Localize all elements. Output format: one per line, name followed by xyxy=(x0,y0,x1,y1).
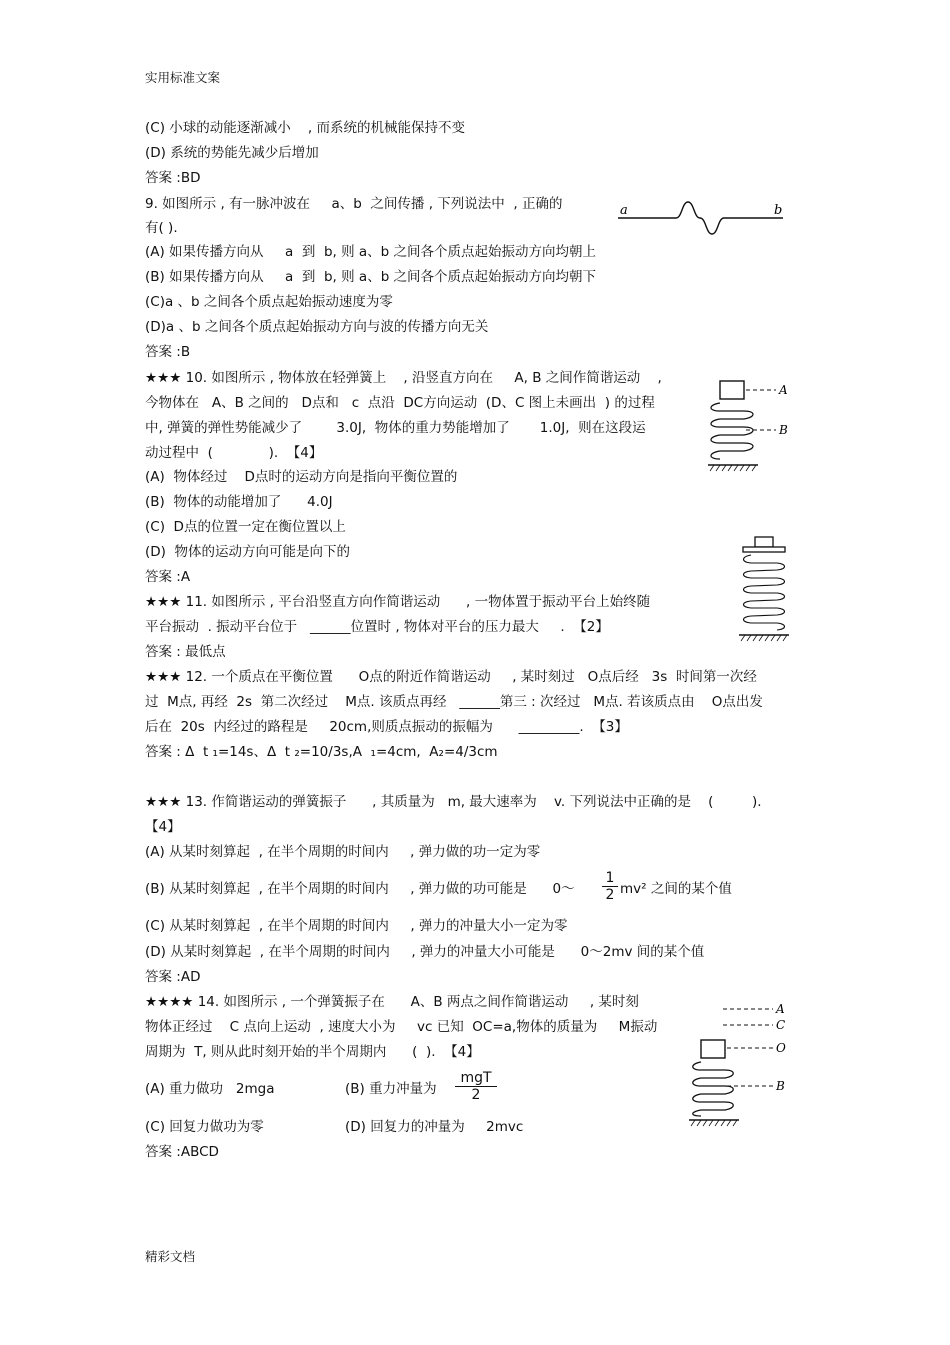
answer-line: 答案 :A xyxy=(145,569,191,585)
option-b: (B) 重力冲量为 xyxy=(345,1081,437,1097)
option-d: (D) 从某时刻算起 , 在半个周期的时间内 , 弹力的冲量大小可能是 0～2mv 间的某个值 xyxy=(145,944,705,960)
option-a: (A) 从某时刻算起 , 在半个周期的时间内 , 弹力做的功一定为零 xyxy=(145,844,541,860)
fraction xyxy=(602,870,618,903)
fraction-denominator: 2 xyxy=(605,887,615,903)
option-d: (D) 物体的运动方向可能是向下的 xyxy=(145,544,351,560)
label-A: A xyxy=(776,1002,785,1016)
question-12: ★★★ 12. 一个质点在平衡位置 O点的附近作简谐运动 , 某时刻过 O点后经 3s 时间第一次经 xyxy=(145,669,757,685)
pulse-wave-figure xyxy=(618,198,788,240)
answer-line: 答案 :ABCD xyxy=(145,1144,219,1160)
question-14: ★★★★ 14. 如图所示 , 一个弹簧振子在 A、B 两点之间作简谐运动 , 某时刻 xyxy=(145,994,639,1010)
option-d: (D) 回复力的冲量为 2mvc xyxy=(345,1119,524,1135)
text-line: 有( ). xyxy=(145,220,178,236)
option-a: (A) 重力做功 2mga xyxy=(145,1081,275,1097)
text-line: (D) 系统的势能先减少后增加 xyxy=(145,145,319,161)
answer-line: 答案 : 最低点 xyxy=(145,644,226,660)
fraction-denominator: 2 xyxy=(471,1087,481,1103)
label-C: C xyxy=(776,1018,786,1032)
option-c: (C)a 、b 之间各个质点起始振动速度为零 xyxy=(145,294,393,310)
answer-line: 答案 :BD xyxy=(145,170,201,186)
answer-line: 答案 :AD xyxy=(145,969,201,985)
label-a: a xyxy=(620,203,628,218)
text-line: 后在 20s 内经过的路程是 20cm,则质点振动的振幅为 _________. 【3】 xyxy=(145,719,628,735)
text-line: 物体正经过 C 点向上运动 , 速度大小为 vc 已知 OC=a,物体的质量为 M振动 xyxy=(145,1019,658,1035)
text-line: 动过程中 ( ). 【4】 xyxy=(145,445,323,461)
question-9: 9. 如图所示 , 有一脉冲波在 a、b 之间传播 , 下列说法中 , 正确的 xyxy=(145,196,563,212)
option-c: (C) 回复力做功为零 xyxy=(145,1119,264,1135)
question-11: ★★★ 11. 如图所示 , 平台沿竖直方向作简谐运动 , 一物体置于振动平台上始终随 xyxy=(145,594,651,610)
text-line: 今物体在 A、B 之间的 D点和 c 点沿 DC方向运动 (D、C 图上未画出 ) 的过程 xyxy=(145,395,655,411)
label-A: A xyxy=(779,383,788,397)
spring-platform-figure-11 xyxy=(735,535,795,645)
fraction-numerator: 1 xyxy=(602,870,618,887)
option-b: (B) 物体的动能增加了 4.0J xyxy=(145,494,333,510)
fraction-numerator: mgT xyxy=(455,1070,497,1087)
spring-block-figure-10 xyxy=(700,375,800,475)
question-10: ★★★ 10. 如图所示 , 物体放在轻弹簧上 , 沿竖直方向在 A, B 之间作简谐运动 , xyxy=(145,370,662,386)
answer-line: 答案 : Δ t ₁=14s、Δ t ₂=10/3s,A ₁=4cm, A₂=4/3cm xyxy=(145,744,498,760)
text-line: 平台振动 . 振动平台位于 ______位置时 , 物体对平台的压力最大 . 【2】 xyxy=(145,619,609,635)
label-b: b xyxy=(774,203,783,218)
question-13: ★★★ 13. 作简谐运动的弹簧振子 , 其质量为 m, 最大速率为 v. 下列说法中正确的是 ( ). xyxy=(145,794,762,810)
page-header: 实用标准文案 xyxy=(145,70,221,85)
text-line: 中, 弹簧的弹性势能减少了 3.0J, 物体的重力势能增加了 1.0J, 则在这段运 xyxy=(145,420,646,436)
answer-line: 答案 :B xyxy=(145,344,191,360)
option-b: (B) 如果传播方向从 a 到 b, 则 a、b 之间各个质点起始振动方向均朝下 xyxy=(145,269,597,285)
option-a: (A) 物体经过 D点时的运动方向是指向平衡位置的 xyxy=(145,469,458,485)
label-O: O xyxy=(776,1041,786,1055)
text-line: 【4】 xyxy=(145,819,181,835)
label-B: B xyxy=(776,1079,785,1093)
option-b: (B) 从某时刻算起 , 在半个周期的时间内 , 弹力做的功可能是 0～ xyxy=(145,881,575,897)
option-a: (A) 如果传播方向从 a 到 b, 则 a、b 之间各个质点起始振动方向均朝上 xyxy=(145,244,597,260)
text-line: 过 M点, 再经 2s 第二次经过 M点. 该质点再经 ______第三 : 次经过 M点. 若该质点由 O点出发 xyxy=(145,694,763,710)
label-B: B xyxy=(779,423,788,437)
text-line: 周期为 T, 则从此时刻开始的半个周期内 ( ). 【4】 xyxy=(145,1044,480,1060)
option-c: (C) D点的位置一定在衡位置以上 xyxy=(145,519,346,535)
text-line: mv² 之间的某个值 xyxy=(620,881,732,897)
fraction xyxy=(455,1070,497,1103)
page-footer: 精彩文档 xyxy=(145,1249,196,1264)
option-d: (D)a 、b 之间各个质点起始振动方向与波的传播方向无关 xyxy=(145,319,489,335)
option-c: (C) 从某时刻算起 , 在半个周期的时间内 , 弹力的冲量大小一定为零 xyxy=(145,918,568,934)
text-line: (C) 小球的动能逐渐减小 , 而系统的机械能保持不变 xyxy=(145,120,465,136)
spring-oscillator-figure-14 xyxy=(685,1000,795,1130)
